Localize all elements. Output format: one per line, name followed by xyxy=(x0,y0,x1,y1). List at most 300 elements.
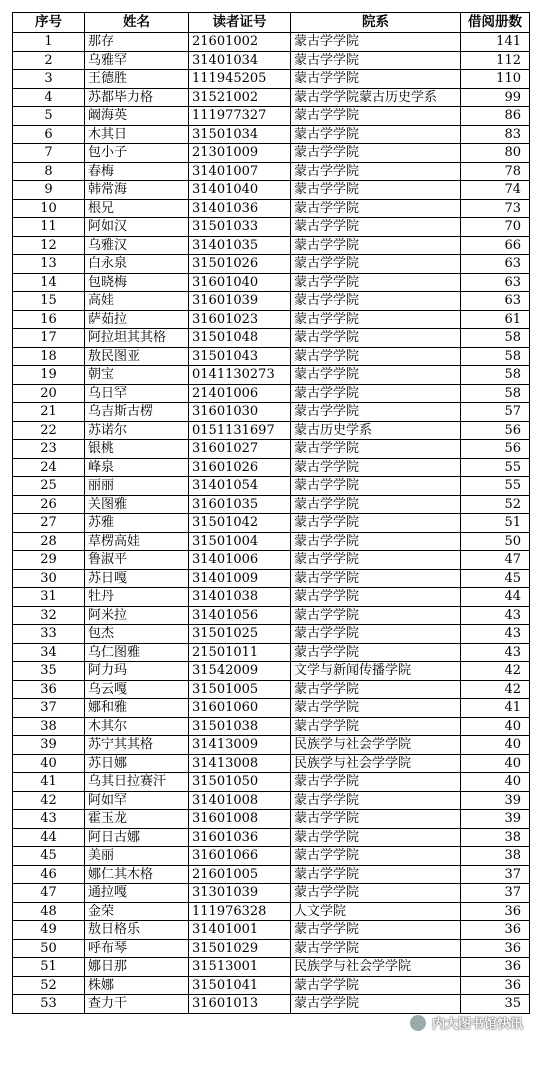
cell-department: 蒙古学学院 xyxy=(291,551,461,570)
cell-borrow-count: 58 xyxy=(461,384,530,403)
cell-name: 苏日嘎 xyxy=(85,569,189,588)
cell-reader-id: 31601008 xyxy=(189,810,291,829)
cell-reader-id: 31501033 xyxy=(189,218,291,237)
table-row xyxy=(13,347,530,366)
table-row xyxy=(13,662,530,681)
cell-borrow-count: 70 xyxy=(461,218,530,237)
cell-department: 蒙古学学院 xyxy=(291,847,461,866)
cell-department: 蒙古学学院 xyxy=(291,995,461,1014)
cell-borrow-count: 45 xyxy=(461,569,530,588)
cell-index: 12 xyxy=(13,236,85,255)
table-row xyxy=(13,458,530,477)
cell-name: 娜日那 xyxy=(85,958,189,977)
cell-reader-id: 21601005 xyxy=(189,865,291,884)
cell-reader-id: 31401038 xyxy=(189,588,291,607)
cell-index: 4 xyxy=(13,88,85,107)
table-row xyxy=(13,884,530,903)
cell-department: 蒙古学学院 xyxy=(291,865,461,884)
cell-name: 乌雅罕 xyxy=(85,51,189,70)
cell-reader-id: 31601027 xyxy=(189,440,291,459)
table-row xyxy=(13,532,530,551)
cell-index: 45 xyxy=(13,847,85,866)
cell-name: 白永泉 xyxy=(85,255,189,274)
table-row xyxy=(13,791,530,810)
header-name: 姓名 xyxy=(85,13,189,33)
cell-name: 娜和雅 xyxy=(85,699,189,718)
cell-index: 53 xyxy=(13,995,85,1014)
cell-name: 敖日格乐 xyxy=(85,921,189,940)
cell-department: 蒙古学学院 xyxy=(291,921,461,940)
cell-index: 25 xyxy=(13,477,85,496)
table-row xyxy=(13,70,530,89)
cell-name: 阿米拉 xyxy=(85,606,189,625)
cell-department: 蒙古学学院 xyxy=(291,458,461,477)
table-row xyxy=(13,144,530,163)
cell-borrow-count: 42 xyxy=(461,662,530,681)
cell-department: 蒙古学学院 xyxy=(291,976,461,995)
cell-name: 通拉嘎 xyxy=(85,884,189,903)
cell-name: 银桃 xyxy=(85,440,189,459)
cell-borrow-count: 39 xyxy=(461,810,530,829)
cell-department: 蒙古学学院 xyxy=(291,347,461,366)
cell-name: 株娜 xyxy=(85,976,189,995)
cell-index: 30 xyxy=(13,569,85,588)
cell-department: 文学与新闻传播学院 xyxy=(291,662,461,681)
cell-index: 46 xyxy=(13,865,85,884)
cell-department: 蒙古学学院 xyxy=(291,51,461,70)
cell-department: 蒙古学学院 xyxy=(291,884,461,903)
cell-index: 31 xyxy=(13,588,85,607)
cell-reader-id: 31542009 xyxy=(189,662,291,681)
table-row xyxy=(13,366,530,385)
cell-reader-id: 31401056 xyxy=(189,606,291,625)
cell-department: 民族学与社会学学院 xyxy=(291,958,461,977)
cell-borrow-count: 110 xyxy=(461,70,530,89)
table-row xyxy=(13,828,530,847)
cell-name: 乌日罕 xyxy=(85,384,189,403)
cell-index: 16 xyxy=(13,310,85,329)
cell-reader-id: 31401036 xyxy=(189,199,291,218)
cell-borrow-count: 55 xyxy=(461,458,530,477)
cell-name: 苏诺尔 xyxy=(85,421,189,440)
cell-name: 包杰 xyxy=(85,625,189,644)
cell-borrow-count: 58 xyxy=(461,366,530,385)
table-row xyxy=(13,162,530,181)
cell-index: 38 xyxy=(13,717,85,736)
cell-index: 7 xyxy=(13,144,85,163)
header-index: 序号 xyxy=(13,13,85,33)
table-row xyxy=(13,958,530,977)
cell-index: 13 xyxy=(13,255,85,274)
cell-reader-id: 31501025 xyxy=(189,625,291,644)
cell-index: 33 xyxy=(13,625,85,644)
table-row xyxy=(13,569,530,588)
cell-borrow-count: 74 xyxy=(461,181,530,200)
cell-name: 木其尔 xyxy=(85,717,189,736)
cell-department: 蒙古学学院 xyxy=(291,477,461,496)
cell-name: 乌雅汉 xyxy=(85,236,189,255)
cell-name: 乌其日拉赛汗 xyxy=(85,773,189,792)
table-row xyxy=(13,773,530,792)
table-row xyxy=(13,329,530,348)
table-row xyxy=(13,754,530,773)
cell-reader-id: 31501029 xyxy=(189,939,291,958)
cell-department: 人文学院 xyxy=(291,902,461,921)
cell-department: 蒙古学学院 xyxy=(291,292,461,311)
cell-borrow-count: 63 xyxy=(461,292,530,311)
cell-index: 34 xyxy=(13,643,85,662)
cell-index: 11 xyxy=(13,218,85,237)
cell-reader-id: 31501041 xyxy=(189,976,291,995)
cell-reader-id: 21401006 xyxy=(189,384,291,403)
cell-index: 40 xyxy=(13,754,85,773)
table-row xyxy=(13,236,530,255)
cell-index: 20 xyxy=(13,384,85,403)
cell-borrow-count: 80 xyxy=(461,144,530,163)
cell-department: 蒙古学学院 xyxy=(291,680,461,699)
header-borrow-count: 借阅册数 xyxy=(461,13,530,33)
table-row xyxy=(13,477,530,496)
cell-borrow-count: 99 xyxy=(461,88,530,107)
cell-department: 蒙古学学院蒙古历史学系 xyxy=(291,88,461,107)
cell-reader-id: 31401009 xyxy=(189,569,291,588)
cell-borrow-count: 57 xyxy=(461,403,530,422)
cell-reader-id: 31501048 xyxy=(189,329,291,348)
table-row xyxy=(13,736,530,755)
cell-reader-id: 31401001 xyxy=(189,921,291,940)
cell-index: 10 xyxy=(13,199,85,218)
cell-name: 查力干 xyxy=(85,995,189,1014)
cell-name: 苏雅 xyxy=(85,514,189,533)
cell-reader-id: 31501042 xyxy=(189,514,291,533)
table-row xyxy=(13,273,530,292)
cell-borrow-count: 141 xyxy=(461,33,530,52)
cell-reader-id: 31513001 xyxy=(189,958,291,977)
cell-reader-id: 31501038 xyxy=(189,717,291,736)
cell-department: 蒙古学学院 xyxy=(291,939,461,958)
cell-index: 39 xyxy=(13,736,85,755)
cell-index: 5 xyxy=(13,107,85,126)
cell-name: 乌仁图雅 xyxy=(85,643,189,662)
cell-name: 乌吉斯古楞 xyxy=(85,403,189,422)
table-row xyxy=(13,551,530,570)
cell-index: 22 xyxy=(13,421,85,440)
table-row xyxy=(13,51,530,70)
cell-reader-id: 31401040 xyxy=(189,181,291,200)
cell-name: 鲁淑平 xyxy=(85,551,189,570)
cell-borrow-count: 37 xyxy=(461,865,530,884)
table-row xyxy=(13,292,530,311)
cell-department: 蒙古学学院 xyxy=(291,255,461,274)
cell-borrow-count: 58 xyxy=(461,347,530,366)
cell-index: 47 xyxy=(13,884,85,903)
cell-index: 29 xyxy=(13,551,85,570)
cell-department: 蒙古学学院 xyxy=(291,70,461,89)
cell-index: 41 xyxy=(13,773,85,792)
cell-index: 27 xyxy=(13,514,85,533)
wechat-logo-icon xyxy=(409,1014,427,1032)
cell-borrow-count: 40 xyxy=(461,773,530,792)
cell-reader-id: 31501005 xyxy=(189,680,291,699)
cell-borrow-count: 50 xyxy=(461,532,530,551)
cell-department: 蒙古学学院 xyxy=(291,791,461,810)
cell-department: 蒙古学学院 xyxy=(291,828,461,847)
cell-reader-id: 111945205 xyxy=(189,70,291,89)
cell-borrow-count: 43 xyxy=(461,625,530,644)
header-department: 院系 xyxy=(291,13,461,33)
cell-department: 蒙古学学院 xyxy=(291,144,461,163)
cell-department: 蒙古学学院 xyxy=(291,588,461,607)
cell-department: 蒙古学学院 xyxy=(291,773,461,792)
table-row xyxy=(13,421,530,440)
cell-reader-id: 31301039 xyxy=(189,884,291,903)
cell-name: 金荣 xyxy=(85,902,189,921)
table-row xyxy=(13,921,530,940)
cell-borrow-count: 36 xyxy=(461,958,530,977)
table-row xyxy=(13,181,530,200)
cell-reader-id: 0151131697 xyxy=(189,421,291,440)
cell-department: 蒙古学学院 xyxy=(291,199,461,218)
cell-borrow-count: 43 xyxy=(461,606,530,625)
borrowing-ranking-table xyxy=(12,12,530,1014)
table-row xyxy=(13,440,530,459)
cell-borrow-count: 36 xyxy=(461,976,530,995)
cell-reader-id: 31401034 xyxy=(189,51,291,70)
cell-borrow-count: 43 xyxy=(461,643,530,662)
watermark-text: 内大图书馆快讯 xyxy=(431,1017,523,1032)
cell-borrow-count: 73 xyxy=(461,199,530,218)
cell-reader-id: 31601035 xyxy=(189,495,291,514)
header-reader-id: 读者证号 xyxy=(189,13,291,33)
table-row xyxy=(13,847,530,866)
cell-name: 王德胜 xyxy=(85,70,189,89)
cell-index: 50 xyxy=(13,939,85,958)
table-row xyxy=(13,125,530,144)
cell-reader-id: 31413008 xyxy=(189,754,291,773)
cell-reader-id: 31601040 xyxy=(189,273,291,292)
cell-name: 苏日娜 xyxy=(85,754,189,773)
cell-reader-id: 31413009 xyxy=(189,736,291,755)
table-row xyxy=(13,199,530,218)
cell-index: 52 xyxy=(13,976,85,995)
cell-index: 32 xyxy=(13,606,85,625)
cell-index: 3 xyxy=(13,70,85,89)
cell-department: 蒙古学学院 xyxy=(291,514,461,533)
cell-name: 阚海英 xyxy=(85,107,189,126)
cell-name: 春梅 xyxy=(85,162,189,181)
cell-reader-id: 31521002 xyxy=(189,88,291,107)
cell-name: 峰泉 xyxy=(85,458,189,477)
cell-index: 26 xyxy=(13,495,85,514)
cell-borrow-count: 56 xyxy=(461,440,530,459)
header-row xyxy=(13,13,530,33)
table-row xyxy=(13,625,530,644)
cell-index: 51 xyxy=(13,958,85,977)
cell-department: 蒙古学学院 xyxy=(291,218,461,237)
cell-reader-id: 31601026 xyxy=(189,458,291,477)
cell-index: 49 xyxy=(13,921,85,940)
cell-department: 蒙古学学院 xyxy=(291,606,461,625)
cell-borrow-count: 55 xyxy=(461,477,530,496)
cell-department: 蒙古学学院 xyxy=(291,625,461,644)
cell-department: 蒙古学学院 xyxy=(291,717,461,736)
cell-name: 丽丽 xyxy=(85,477,189,496)
cell-department: 蒙古学学院 xyxy=(291,569,461,588)
cell-borrow-count: 44 xyxy=(461,588,530,607)
table-row xyxy=(13,976,530,995)
cell-borrow-count: 40 xyxy=(461,736,530,755)
cell-reader-id: 31401007 xyxy=(189,162,291,181)
table-row xyxy=(13,384,530,403)
table-row xyxy=(13,310,530,329)
cell-index: 14 xyxy=(13,273,85,292)
cell-index: 36 xyxy=(13,680,85,699)
cell-department: 民族学与社会学学院 xyxy=(291,736,461,755)
table-body xyxy=(13,33,530,1014)
cell-borrow-count: 47 xyxy=(461,551,530,570)
table-row xyxy=(13,107,530,126)
cell-department: 蒙古学学院 xyxy=(291,440,461,459)
cell-department: 蒙古学学院 xyxy=(291,236,461,255)
cell-reader-id: 0141130273 xyxy=(189,366,291,385)
table-row xyxy=(13,699,530,718)
cell-name: 娜仁其木格 xyxy=(85,865,189,884)
cell-department: 蒙古学学院 xyxy=(291,33,461,52)
cell-department: 蒙古学学院 xyxy=(291,699,461,718)
cell-borrow-count: 52 xyxy=(461,495,530,514)
table-row xyxy=(13,255,530,274)
cell-name: 萨茹拉 xyxy=(85,310,189,329)
table-row xyxy=(13,939,530,958)
cell-department: 蒙古学学院 xyxy=(291,273,461,292)
cell-reader-id: 31601060 xyxy=(189,699,291,718)
cell-name: 木其日 xyxy=(85,125,189,144)
cell-borrow-count: 112 xyxy=(461,51,530,70)
cell-reader-id: 31401054 xyxy=(189,477,291,496)
cell-name: 牡丹 xyxy=(85,588,189,607)
cell-index: 18 xyxy=(13,347,85,366)
cell-name: 包晓梅 xyxy=(85,273,189,292)
cell-borrow-count: 63 xyxy=(461,273,530,292)
cell-name: 高娃 xyxy=(85,292,189,311)
cell-name: 呼布琴 xyxy=(85,939,189,958)
cell-borrow-count: 86 xyxy=(461,107,530,126)
cell-department: 蒙古学学院 xyxy=(291,810,461,829)
cell-name: 朝宝 xyxy=(85,366,189,385)
cell-reader-id: 31501004 xyxy=(189,532,291,551)
cell-department: 蒙古学学院 xyxy=(291,384,461,403)
table-row xyxy=(13,495,530,514)
cell-reader-id: 31501043 xyxy=(189,347,291,366)
cell-department: 蒙古学学院 xyxy=(291,181,461,200)
cell-name: 苏宁其其格 xyxy=(85,736,189,755)
cell-borrow-count: 56 xyxy=(461,421,530,440)
cell-department: 蒙古学学院 xyxy=(291,532,461,551)
cell-department: 蒙古学学院 xyxy=(291,125,461,144)
cell-department: 蒙古学学院 xyxy=(291,162,461,181)
cell-reader-id: 31601030 xyxy=(189,403,291,422)
cell-borrow-count: 38 xyxy=(461,828,530,847)
cell-borrow-count: 78 xyxy=(461,162,530,181)
cell-borrow-count: 35 xyxy=(461,995,530,1014)
cell-reader-id: 21301009 xyxy=(189,144,291,163)
cell-index: 8 xyxy=(13,162,85,181)
cell-borrow-count: 38 xyxy=(461,847,530,866)
table-row xyxy=(13,33,530,52)
cell-borrow-count: 40 xyxy=(461,717,530,736)
table-row xyxy=(13,995,530,1014)
cell-index: 15 xyxy=(13,292,85,311)
cell-reader-id: 31501034 xyxy=(189,125,291,144)
cell-name: 阿如罕 xyxy=(85,791,189,810)
cell-borrow-count: 83 xyxy=(461,125,530,144)
cell-name: 韩常海 xyxy=(85,181,189,200)
cell-borrow-count: 36 xyxy=(461,939,530,958)
cell-index: 35 xyxy=(13,662,85,681)
table-row xyxy=(13,588,530,607)
cell-index: 37 xyxy=(13,699,85,718)
cell-index: 24 xyxy=(13,458,85,477)
cell-name: 阿如汉 xyxy=(85,218,189,237)
cell-department: 蒙古学学院 xyxy=(291,495,461,514)
table-row xyxy=(13,865,530,884)
cell-index: 28 xyxy=(13,532,85,551)
cell-reader-id: 21601002 xyxy=(189,33,291,52)
cell-reader-id: 31501026 xyxy=(189,255,291,274)
cell-name: 苏都毕力格 xyxy=(85,88,189,107)
cell-reader-id: 31501050 xyxy=(189,773,291,792)
cell-name: 包小子 xyxy=(85,144,189,163)
cell-borrow-count: 36 xyxy=(461,921,530,940)
cell-name: 草楞高娃 xyxy=(85,532,189,551)
cell-index: 21 xyxy=(13,403,85,422)
cell-index: 44 xyxy=(13,828,85,847)
table-row xyxy=(13,606,530,625)
cell-reader-id: 31601023 xyxy=(189,310,291,329)
cell-index: 42 xyxy=(13,791,85,810)
cell-name: 阿力玛 xyxy=(85,662,189,681)
cell-reader-id: 31401008 xyxy=(189,791,291,810)
cell-index: 43 xyxy=(13,810,85,829)
cell-borrow-count: 41 xyxy=(461,699,530,718)
cell-name: 关图雅 xyxy=(85,495,189,514)
table-row xyxy=(13,680,530,699)
cell-borrow-count: 42 xyxy=(461,680,530,699)
cell-department: 蒙古学学院 xyxy=(291,366,461,385)
cell-reader-id: 21501011 xyxy=(189,643,291,662)
cell-borrow-count: 39 xyxy=(461,791,530,810)
cell-reader-id: 31401035 xyxy=(189,236,291,255)
cell-department: 蒙古历史学系 xyxy=(291,421,461,440)
cell-name: 阿拉坦其其格 xyxy=(85,329,189,348)
cell-department: 蒙古学学院 xyxy=(291,107,461,126)
cell-borrow-count: 61 xyxy=(461,310,530,329)
cell-reader-id: 111976328 xyxy=(189,902,291,921)
cell-reader-id: 31601036 xyxy=(189,828,291,847)
cell-reader-id: 31601039 xyxy=(189,292,291,311)
cell-borrow-count: 36 xyxy=(461,902,530,921)
cell-reader-id: 111977327 xyxy=(189,107,291,126)
cell-department: 蒙古学学院 xyxy=(291,310,461,329)
cell-department: 蒙古学学院 xyxy=(291,403,461,422)
cell-borrow-count: 37 xyxy=(461,884,530,903)
cell-borrow-count: 63 xyxy=(461,255,530,274)
cell-index: 6 xyxy=(13,125,85,144)
table-row xyxy=(13,643,530,662)
cell-name: 根兄 xyxy=(85,199,189,218)
cell-reader-id: 31601066 xyxy=(189,847,291,866)
cell-borrow-count: 66 xyxy=(461,236,530,255)
